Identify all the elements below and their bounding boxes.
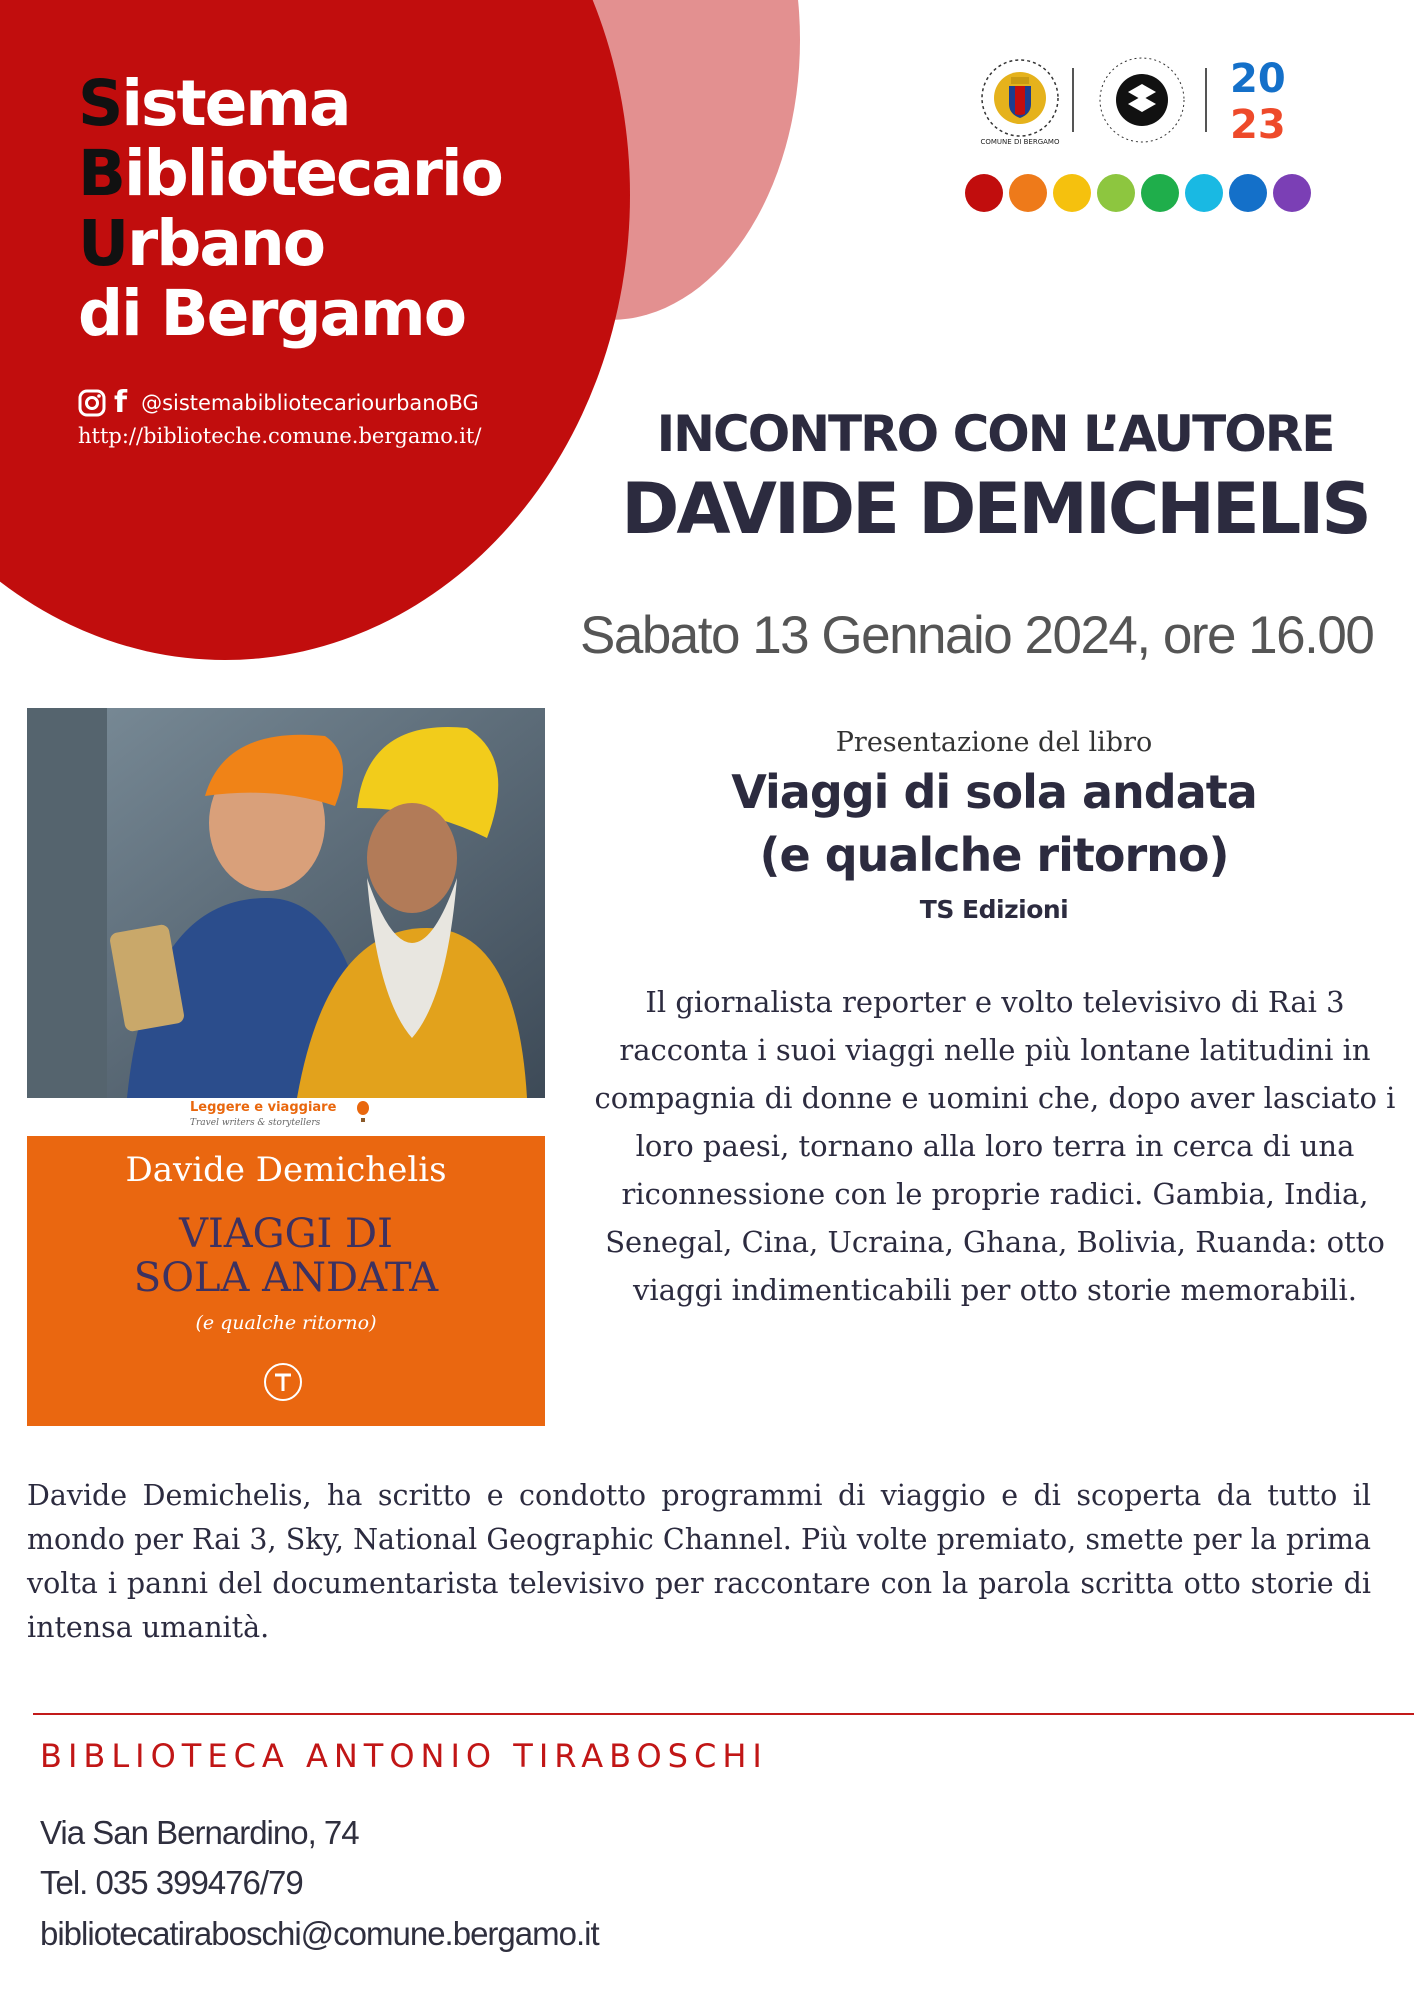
brand-line-urbano: Urbano <box>78 207 324 280</box>
social-row <box>78 385 479 420</box>
sbu-logo <box>1088 52 1196 152</box>
year-bottom: 23 <box>1230 102 1286 144</box>
cover-title-line: VIAGGI DI <box>179 1211 393 1257</box>
color-dot <box>965 174 1003 212</box>
author-name: DAVIDE DEMICHELIS <box>621 468 1369 550</box>
event-date: Sabato 13 Gennaio 2024, ore 16.00 <box>580 606 1374 665</box>
book-publisher: TS Edizioni <box>919 895 1069 924</box>
brand-line-di-bergamo: di Bergamo <box>78 277 465 350</box>
cover-author: Davide Demichelis <box>125 1150 447 1190</box>
color-dot <box>1141 174 1179 212</box>
footer-divider <box>33 1713 1414 1715</box>
color-dots-row <box>965 174 1311 212</box>
book-intro: Presentazione del libro <box>835 727 1153 758</box>
comune-di-bergamo-logo <box>962 52 1078 152</box>
color-dot <box>1273 174 1311 212</box>
library-phone[interactable]: Tel. 035 399476/79 <box>40 1864 303 1901</box>
facebook-icon[interactable]: f <box>114 385 128 420</box>
logo-divider <box>1205 68 1207 132</box>
ts-publisher-icon <box>263 1362 303 1402</box>
book-subtitle: (e qualche ritorno) <box>759 828 1229 882</box>
hot-air-balloon-icon <box>356 1101 370 1123</box>
event-label: INCONTRO CON L’AUTORE <box>656 405 1334 463</box>
cover-title-line: SOLA ANDATA <box>133 1255 439 1301</box>
library-email[interactable]: bibliotecatiraboschi@comune.bergamo.it <box>40 1915 599 1952</box>
library-address: Via San Bernardino, 74 <box>40 1814 359 1851</box>
social-handle[interactable]: @sistemabibliotecariourbanoBG <box>141 391 479 415</box>
year-top: 20 <box>1230 56 1286 102</box>
cover-series-subtitle: Travel writers & storytellers <box>190 1118 321 1128</box>
color-dot <box>1053 174 1091 212</box>
cover-series-title: Leggere e viaggiare <box>190 1100 337 1115</box>
cover-subtitle: (e qualche ritorno) <box>195 1312 377 1334</box>
book-title: Viaggi di sola andata <box>731 765 1257 819</box>
bergamo-logo-caption: COMUNE DI BERGAMO <box>980 138 1060 146</box>
book-cover-photo <box>27 708 545 1098</box>
color-dot <box>1229 174 1267 212</box>
website-link[interactable]: http://biblioteche.comune.bergamo.it/ <box>78 424 482 448</box>
color-dot <box>1097 174 1135 212</box>
library-name: BIBLIOTECA ANTONIO TIRABOSCHI <box>40 1737 768 1775</box>
cover-title <box>27 1212 545 1300</box>
author-bio: Davide Demichelis, ha scritto e condotto programmi di viaggio e di scoperta da tutto il mondo per Rai 3, Sky, National Geographic Channel. Più volte premiato, smette per la prima volta i panni del documentarista televisivo per raccontare con la parola scritta otto storie di intensa umanità. <box>27 1479 1371 1644</box>
bergamo-brescia-2023-logo <box>1228 52 1306 144</box>
brand-line-bibliotecario: Bibliotecario <box>78 137 502 210</box>
brand-line-sistema: Sistema <box>78 67 350 140</box>
color-dot <box>1185 174 1223 212</box>
instagram-icon[interactable] <box>78 389 106 417</box>
color-dot <box>1009 174 1047 212</box>
book-description: Il giornalista reporter e volto televisivo di Rai 3 racconta i suoi viaggi nelle più lontane latitudini in compagnia di donne e uomini che, dopo aver lasciato i loro paesi, tornano alla loro terra in cerca di una riconnessione con le proprie radici. Gambia, India, Senegal, Cina, Ucraina, Ghana, Bolivia, Ruanda: otto viaggi indimenticabili per otto storie memorabili. <box>594 985 1396 1307</box>
logo-divider <box>1072 68 1074 132</box>
